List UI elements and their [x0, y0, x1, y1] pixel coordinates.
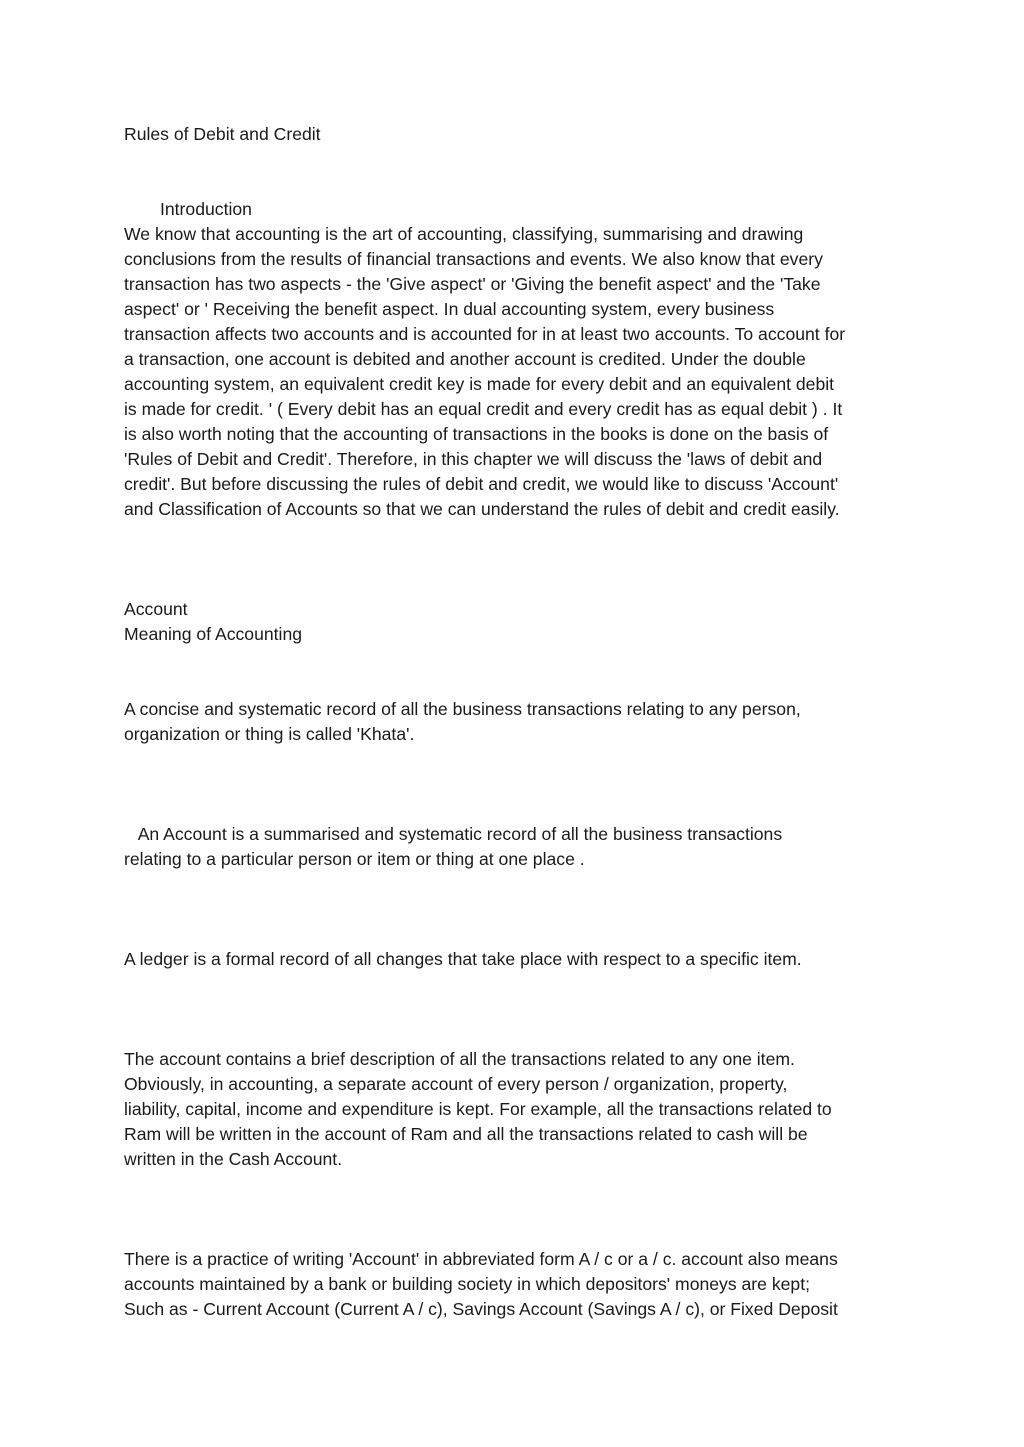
abbreviation-paragraph — [124, 1247, 914, 1322]
text-line: We know that accounting is the art of accounting, classifying, summarising and drawing — [124, 224, 804, 244]
text-line: written in the Cash Account. — [124, 1149, 343, 1169]
text-line: credit'. But before discussing the rules of debit and credit, we would like to discuss 'Account' — [124, 474, 839, 494]
title-text: Rules of Debit and Credit — [124, 124, 321, 144]
text-line: is made for credit. ' ( Every debit has an equal credit and every credit has as equal debit ) . It — [124, 399, 843, 419]
text-line: accounts maintained by a bank or building society in which depositors' moneys are kept; — [124, 1274, 810, 1294]
introduction-heading-text: Introduction — [160, 199, 252, 219]
text-line: transaction has two aspects - the 'Give aspect' or 'Giving the benefit aspect' and the 'Take — [124, 274, 821, 294]
introduction-paragraph — [124, 222, 914, 522]
text-line: A concise and systematic record of all the business transactions relating to any person, — [124, 699, 801, 719]
text-line: is also worth noting that the accounting of transactions in the books is done on the basis of — [124, 424, 829, 444]
introduction-heading — [160, 197, 950, 222]
text-line: relating to a particular person or item or thing at one place . — [124, 849, 585, 869]
text-line: and Classification of Accounts so that we can understand the rules of debit and credit easily. — [124, 499, 840, 519]
text-line: accounting system, an equivalent credit key is made for every debit and an equivalent debit — [124, 374, 835, 394]
text-line: organization or thing is called 'Khata'. — [124, 724, 415, 744]
text-line: transaction affects two accounts and is accounted for in at least two accounts. To account for — [124, 324, 846, 344]
text-line: A ledger is a formal record of all changes that take place with respect to a specific item. — [124, 949, 802, 969]
text-line: conclusions from the results of financial transactions and events. We also know that every — [124, 249, 823, 269]
text-line: liability, capital, income and expenditure is kept. For example, all the transactions related to — [124, 1099, 832, 1119]
text-line: Ram will be written in the account of Ram and all the transactions related to cash will be — [124, 1124, 808, 1144]
document-title — [124, 122, 914, 147]
khata-paragraph — [124, 697, 914, 747]
text-line: a transaction, one account is debited and another account is credited. Under the double — [124, 349, 806, 369]
text-line: There is a practice of writing 'Account' in abbreviated form A / c or a / c. account also means — [124, 1249, 838, 1269]
text-line: Such as - Current Account (Current A / c), Savings Account (Savings A / c), or Fixed Deposit — [124, 1299, 838, 1319]
ledger-paragraph — [124, 947, 914, 972]
meaning-heading-text: Meaning of Accounting — [124, 624, 303, 644]
account-heading-text: Account — [124, 599, 188, 619]
text-line: 'Rules of Debit and Credit'. Therefore, in this chapter we will discuss the 'laws of debit and — [124, 449, 823, 469]
account-definition-paragraph — [124, 822, 914, 872]
text-line: An Account is a summarised and systematic record of all the business transactions — [124, 824, 783, 844]
text-line: The account contains a brief description of all the transactions related to any one item. — [124, 1049, 795, 1069]
account-heading — [124, 597, 914, 622]
text-line: aspect' or ' Receiving the benefit aspect. In dual accounting system, every business — [124, 299, 775, 319]
meaning-of-accounting-heading — [124, 622, 914, 647]
text-line: Obviously, in accounting, a separate account of every person / organization, property, — [124, 1074, 788, 1094]
account-contents-paragraph — [124, 1047, 914, 1172]
